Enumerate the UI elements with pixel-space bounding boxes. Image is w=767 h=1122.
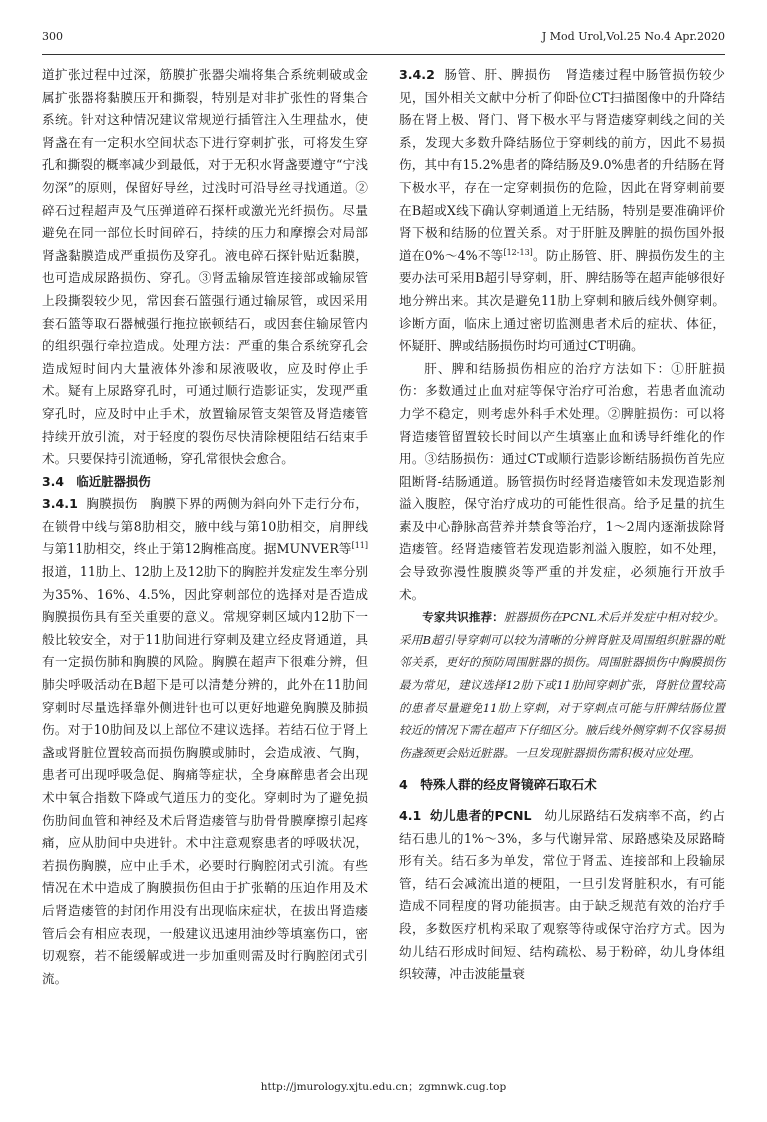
paragraph-pleura-text-b: 报道，11肋上、12肋上及12肋下的胸腔并发症发生率分别为35%、16%、4.5%，因此穿刺部位的选择对是否造成胸膜损伤具有至关重要的意义。常规穿刺区域内12肋下一般比较安全，对于11肋间进行穿刺及建立经皮肾通道，具有一定损伤肺和胸膜的风险。胸膜在超声下很难分辨，但肺尖呼吸活动在B超下是可以清楚分辨的，此外在11肋间穿刺时尽量选择靠外侧进针也可以更好地避免胸膜及肺损伤。对于10肋间及以上部位不建议选择。若结石位于肾上盏或肾脏位置较高而损伤胸膜或肺时，会造成液、气胸，患者可出现呼吸急促、胸痛等症状，全身麻醉患者会出现术中氧合指数下降或气道压力的变化。穿刺时为了避免损伤肋间血管和神经及术后肾造瘘管与肋骨骨膜摩擦引起疼痛，应从肋间中央进针。术中注意观察患者的呼吸状况，若损伤胸膜，应中止手术，必要时行胸腔闭式引流。有些情况在术中造成了胸膜损伤但由于扩张鞘的压迫作用及术后肾造瘘管的封闭作用没有出现临床症状，在拔出肾造瘘管后会有相应表现，一般建议迅速用油纱等填塞伤口，密切观察，若不能缓解或进一步加重则需及时行胸腔闭式引流。 <box>42 564 368 986</box>
running-header <box>42 30 725 50</box>
consensus-label: 专家共识推荐： <box>422 610 504 625</box>
section-heading-3-4: 3.4 临近脏器损伤 <box>42 473 151 489</box>
reference-11: [11] <box>351 541 368 551</box>
section-heading-4: 4 特殊人群的经皮肾镜碎石取石术 <box>399 777 597 793</box>
header-rule <box>42 54 725 55</box>
paragraph-bowel <box>399 64 725 358</box>
expert-consensus <box>399 606 725 764</box>
page-number: 300 <box>42 30 63 43</box>
paragraph-children-text: 幼儿尿路结石发病率不高，约占结石患儿的1%～3%，多与代谢异常、尿路感染及尿路畸形有关。结石多为单发，常位于肾盂、连接部和上段输尿管，结石会减流出道的梗阻，一旦引发肾脏积水，有可能造成不同程度的肾功能损害。由于缺乏规范有效的治疗手段，多数医疗机构采取了观察等待或保守治疗方式。因为幼儿结石形成时间短、结构疏松、易于粉碎，幼儿身体组织较薄，冲击波能量衰 <box>399 808 726 982</box>
footer-url: http://jmurology.xjtu.edu.cn；zgmnwk.cug.top <box>260 1081 507 1093</box>
subsection-title-bowel: 肠管、肝、脾损伤 <box>444 67 552 82</box>
paragraph-pleura-text-a: 胸膜下界的两侧为斜向外下走行分布，在锁骨中线与第8肋相交，腋中线与第10肋相交，肩胛线与第11肋相交，终止于第12胸椎高度。据MUNVER等 <box>42 496 369 557</box>
subsection-title-pleura: 胸膜损伤 <box>86 496 138 512</box>
subsection-number-3-4-2: 3.4.2 <box>399 67 435 82</box>
left-column <box>42 64 368 990</box>
reference-12-13: [12-13] <box>503 247 533 257</box>
paragraph-perforation: 道扩张过程中过深，筋膜扩张器尖端将集合系统刺破或金属扩张器将黏膜压开和撕裂，特别是对非扩张性的肾集合系统。针对这种情况建议常规逆行插管注入生理盐水，使肾盏在有一定积水空间状态下进行穿刺扩张，可将发生穿孔和撕裂的概率减少到最低，对于无积水肾盏要遵守“宁浅勿深”的原则，保留好导丝，过浅时可沿导丝寻找通道。②碎石过程超声及气压弹道碎石探杆或激光光纤损伤。尽量避免在同一部位长时间碎石，持续的压力和摩擦会对局部肾盏黏膜造成严重损伤及穿孔。液电碎石探针贴近黏膜，也可造成尿路损伤、穿孔。③肾盂输尿管连接部或输尿管上段撕裂较少见，常因套石篮强行通过输尿管，或因采用套石篮等取石器械强行拖拉嵌顿结石，或因套住输尿管内的组织强行牵拉造成。处理方法：严重的集合系统穿孔会造成短时间内大量液体外渗和尿液吸收，应及时停止手术。疑有上尿路穿孔时，可通过顺行造影证实，发现严重穿孔时，应及时中止手术，放置输尿管支架管及肾造瘘管持续开放引流，对于轻度的裂伤尽快清除梗阻结石结束手术。只要保持引流通畅，穿孔常很快会愈合。 <box>42 67 368 467</box>
paragraph-pleura <box>42 493 368 990</box>
consensus-text: 脏器损伤在PCNL术后并发症中相对较少。采用B超引导穿刺可以较为清晰的分辨肾脏及周围组织脏器的毗邻关系，更好的预防周围脏器的损伤。周围脏器损伤中胸膜损伤最为常见，建议选择12肋下或11肋间穿刺扩张，肾脏位置较高的患者尽量避免11肋上穿刺，对于穿刺点可能与肝脾结肠位置较近的情况下需在超声下仔细区分。腋后线外侧穿刺不仅容易损伤盏颈更会贴近脏器。一旦发现脏器损伤需积极对应处理。 <box>399 610 725 760</box>
journal-citation: J Mod Urol,Vol.25 No.4 Apr.2020 <box>541 30 725 43</box>
paragraph-treatment: 肝、脾和结肠损伤相应的治疗方法如下：①肝脏损伤：多数通过止血对症等保守治疗可治愈，若患者血流动力学不稳定，则考虑外科手术处理。②脾脏损伤：可以将肾造瘘管留置较长时间以产生填塞止血和诱导纤维化的作用。③结肠损伤：通过CT或顺行造影诊断结肠损伤首先应阻断肾-结肠通道。肠管损伤时经肾造瘘管如未发现造影剂溢入腹腔，保守治疗成功的可能性很高。给予足量的抗生素及中心静脉高营养并禁食等治疗，1～2周内逐渐拔除肾造瘘管。经肾造瘘管若发现造影剂溢入腹腔，如不处理，会导致弥漫性腹膜炎等严重的并发症，必须施行开放手术。 <box>399 360 725 602</box>
paragraph-bowel-text-a: 肾造瘘过程中肠管损伤较少见，国外相关文献中分析了仰卧位CT扫描图像中的升降结肠在肾上极、肾门、肾下极水平与肾造瘘穿刺线之间的关系，发现大多数升降结肠位于穿刺线的前方，因此不易损伤，其中有15.2%患者的降结肠及9.0%患者的升结肠在肾下极水平，存在一定穿刺损伤的危险，因此在肾穿刺前要在B超或X线下确认穿刺通道上无结肠，特别是要准确评价肾下极和结肠的位置关系。对于肝脏及脾脏的损伤国外报道在0%～4%不等 <box>399 67 725 263</box>
paragraph-children <box>399 805 725 986</box>
subsection-number-3-4-1: 3.4.1 <box>42 496 78 512</box>
paragraph-bowel-text-b: 。防止肠管、肝、脾损伤发生的主要办法可采用B超引导穿刺，肝、脾结肠等在超声能够很好地分辨出来。其次是避免11肋上穿刺和腋后线外侧穿刺。诊断方面，临床上通过密切监测患者术后的症状、体征，怀疑肝、脾或结肠损伤时均可通过CT明确。 <box>399 247 725 354</box>
right-column <box>399 64 725 986</box>
subsection-number-4-1: 4.1 <box>399 808 422 823</box>
subsection-title-children: 幼儿患者的PCNL <box>429 808 532 823</box>
